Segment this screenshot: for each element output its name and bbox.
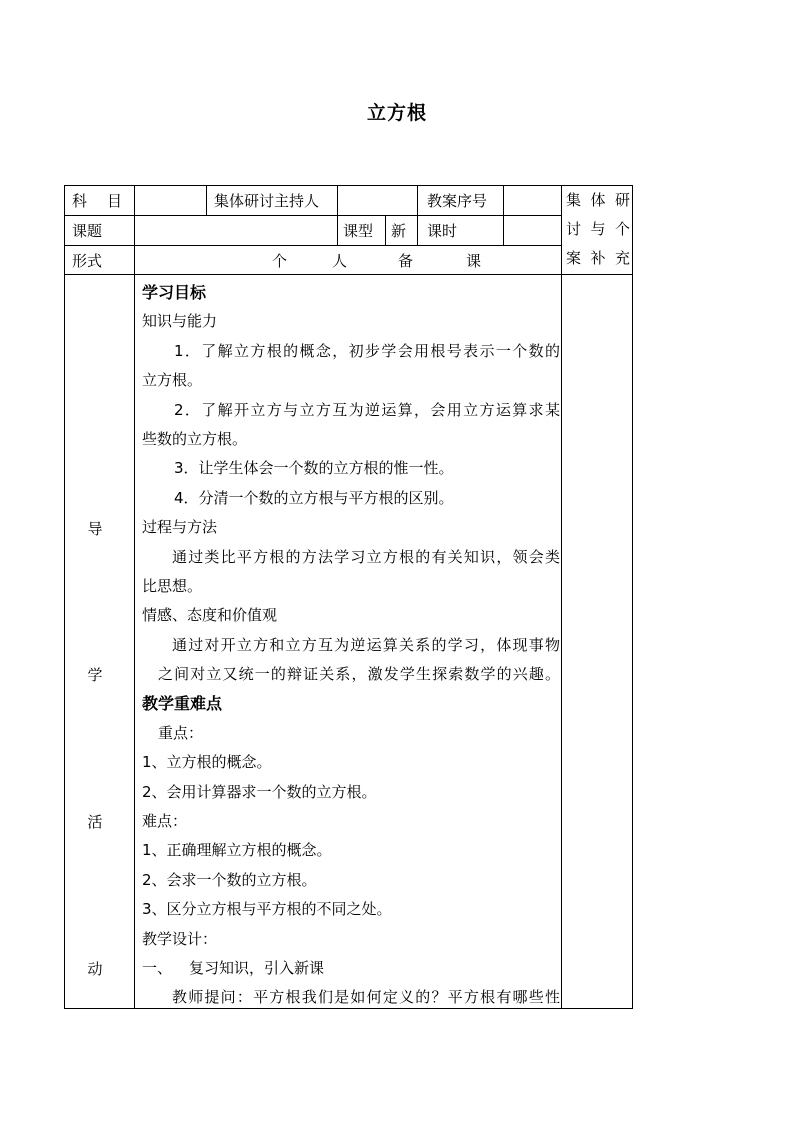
section-heading: 教学重难点 (142, 694, 223, 714)
content-line: 1、正确理解立方根的概念。 (142, 841, 332, 860)
type-label: 课型 (343, 222, 374, 240)
prep-char-3: 备 (398, 252, 414, 270)
side-header-line: 讨与个 (566, 220, 630, 238)
form-label: 形式 (72, 252, 103, 270)
content-line: 1．了解立方根的概念，初步学会用根号表示一个数的 (174, 341, 560, 360)
prep-char-2: 人 (332, 252, 348, 270)
side-header-line: 集体研 (566, 191, 630, 209)
topic-label: 课题 (72, 222, 103, 240)
lesson-no-label: 教案序号 (427, 192, 488, 210)
left-column-char: 活 (87, 813, 103, 831)
prep-char-4: 课 (466, 252, 482, 270)
left-column-char: 动 (87, 960, 103, 978)
host-label: 集体研讨主持人 (214, 192, 320, 210)
content-line: 2．了解开立方与立方互为逆运算，会用立方运算求某 (174, 400, 560, 419)
content-line: 通过对开立方和立方互为逆运算关系的学习，体现事物 (172, 635, 560, 654)
page-title: 立方根 (366, 102, 427, 124)
content-line: 一、 复习知识，引入新课 (142, 958, 325, 977)
content-line: 之间对立又统一的辩证关系，激发学生探索数学的兴趣。 (158, 665, 560, 684)
section-heading: 学习目标 (142, 283, 207, 302)
content-line: 些数的立方根。 (142, 429, 248, 448)
content-line: 2、会求一个数的立方根。 (142, 870, 317, 889)
content-line: 难点： (142, 812, 188, 831)
subject-label: 科 目 (72, 192, 122, 210)
content-line: 教学设计： (142, 929, 218, 948)
content-line: 2、会用计算器求一个数的立方根。 (142, 782, 377, 801)
content-line: 4．分清一个数的立方根与平方根的区别。 (174, 488, 454, 507)
content-line: 立方根。 (142, 371, 203, 390)
content-line: 教师提问：平方根我们是如何定义的？平方根有哪些性 (172, 988, 560, 1007)
content-line: 知识与能力 (142, 312, 218, 331)
content-line: 1、立方根的概念。 (142, 753, 272, 772)
prep-char-1: 个 (272, 252, 288, 270)
period-label: 课时 (427, 222, 458, 240)
content-line: 3．让学生体会一个数的立方根的惟一性。 (174, 459, 454, 478)
type-value: 新 (391, 222, 407, 240)
content-line: 通过类比平方根的方法学习立方根的有关知识，领会类 (172, 547, 560, 566)
content-line: 重点： (158, 723, 204, 742)
content-line: 情感、态度和价值观 (142, 606, 278, 625)
side-header-line: 案补充 (566, 249, 630, 267)
side-header (566, 186, 630, 273)
content-line: 比思想。 (142, 576, 203, 595)
lesson-content (142, 278, 560, 1013)
content-line: 过程与方法 (142, 518, 218, 537)
left-column-char: 导 (87, 520, 103, 538)
left-column-char: 学 (87, 666, 103, 684)
content-line: 3、区分立方根与平方根的不同之处。 (142, 900, 392, 919)
